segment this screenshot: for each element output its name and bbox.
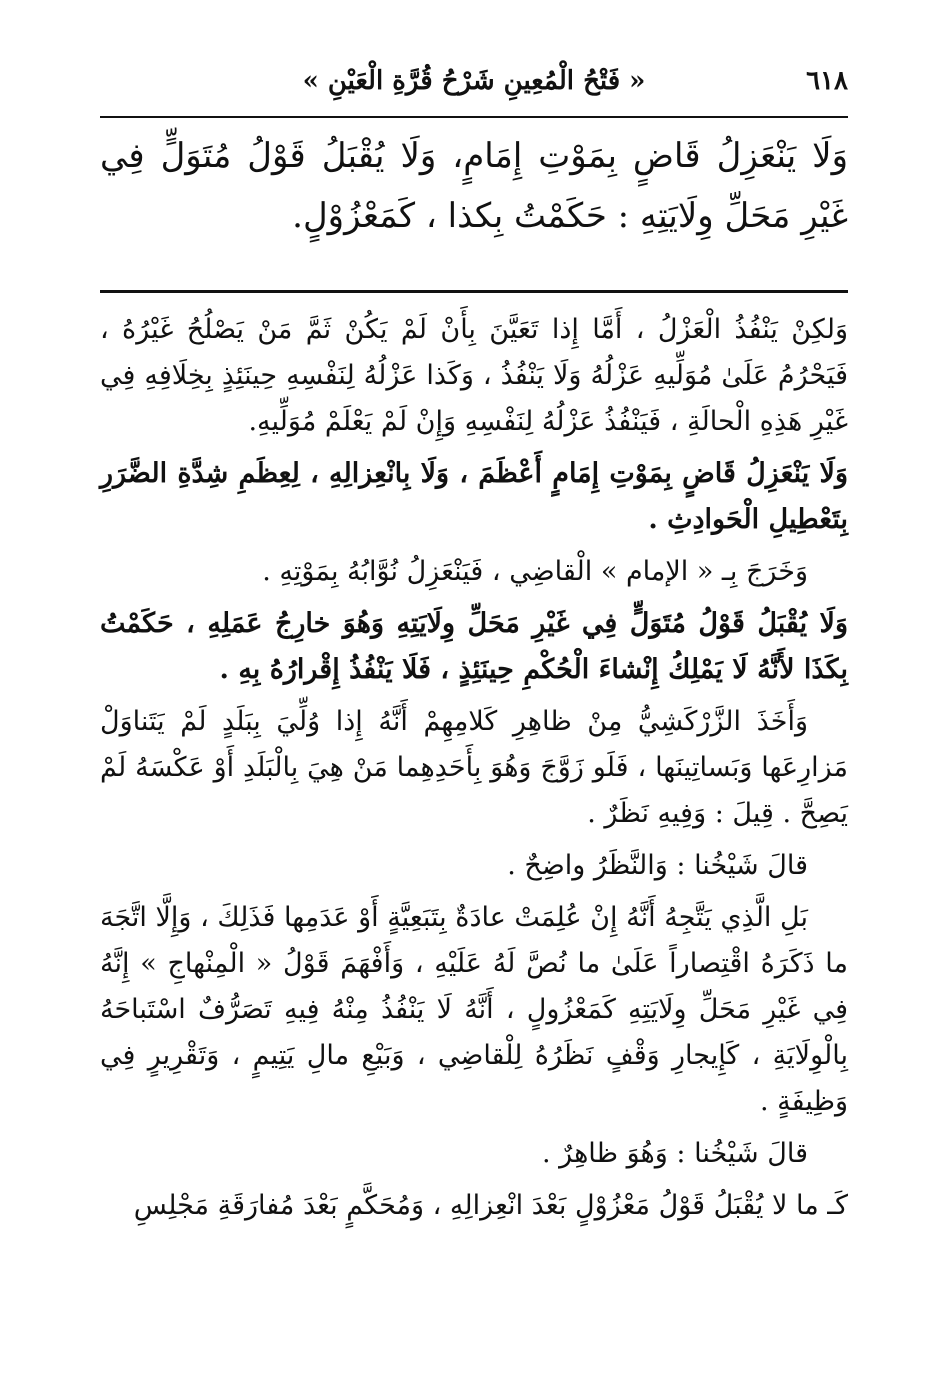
page-number: ٦١٨ bbox=[806, 66, 848, 96]
commentary-paragraph-5: وَأَخَذَ الزَّرْكَشِيُّ مِنْ ظاهِرِ كَلامِهِمْ أَنَّهُ إِذا وُلِّيَ بِبَلَدٍ لَمْ يَتَناوَلْ مَزارِعَها وَبَساتِينَها ، فَلَو زَوَّجَ وَهُوَ بِأَحَدِهِما مَنْ هِيَ بِالْبَلَدِ أَوْ عَكْسَهُ لَمْ يَصِحَّ . قِيلَ : وَفِيهِ نَظَرٌ . bbox=[100, 706, 848, 829]
running-title: « فَتْحُ الْمُعِينِ شَرْحُ قُرَّةِ الْعَيْنِ » bbox=[302, 66, 646, 96]
commentary-paragraph-7: بَلِ الَّذِي يَتَّجِهُ أَنَّهُ إِنْ عُلِمَتْ عادَةٌ بِتَبَعِيَّةٍ أَوْ عَدَمِها فَذَلِكَ ، وَإِلَّا اتَّجَهَ ما ذَكَرَهُ اقْتِصاراً عَلَىٰ ما نُصَّ لَهُ عَلَيْهِ ، وَأَفْهَمَ قَوْلُ « الْمِنْهاجِ » إِنَّهُ فِي غَيْرِ مَحَلِّ وِلَايَتِهِ كَمَعْزُولٍ ، أَنَّهُ لَا يَنْفُذُ مِنْهُ فِيهِ تَصَرُّفٌ اسْتَباحَهُ بِالْوِلَايَةِ ، كَإِيجارِ وَقْفٍ نَظَرُهُ لِلْقاضِي ، وَبَيْعِ مالِ يَتِيمٍ ، وَتَقْرِيرٍ فِي وَظِيفَةٍ . bbox=[100, 902, 848, 1117]
commentary-paragraph-9: كَـ ما لا يُقْبَلُ قَوْلُ مَعْزُوْلٍ بَعْدَ انْعِزالِهِ ، وَمُحَكَّمٍ بَعْدَ مُفارَقَةِ مَجْلِسِ bbox=[133, 1190, 848, 1221]
commentary-paragraph-8: قالَ شَيْخُنا : وَهُوَ ظاهِرٌ . bbox=[542, 1138, 808, 1169]
commentary-paragraph-3: وَخَرَجَ بِـ « الإمام » الْقاضِي ، فَيَنْعَزِلُ نُوَّابُهُ بِمَوْتِهِ . bbox=[262, 556, 808, 587]
commentary bbox=[100, 307, 848, 1229]
matn-divider bbox=[100, 290, 848, 293]
book-page bbox=[100, 58, 848, 1235]
matn-text: وَلَا يَنْعَزِلُ قَاضٍ بِمَوْتِ إِمَامٍ، وَلَا يُقْبَلُ قَوْلُ مُتَوَلٍّ فِي غَيْرِ مَحَلِّ وِلَايَتِهِ : حَكَمْتُ بِكذا ، كَمَعْزُوْلٍ. bbox=[100, 136, 848, 236]
commentary-paragraph-2: وَلَا يَنْعَزِلُ قَاضٍ بِمَوْتِ إِمَامٍ أَعْظَمَ ، وَلَا بِانْعِزالِهِ ، لِعِظَمِ شِدَّةِ الضَّرَرِ بِتَعْطِيلِ الْحَوادِثِ . bbox=[100, 458, 848, 535]
commentary-paragraph-6: قالَ شَيْخُنا : وَالنَّظَرُ واضِحٌ . bbox=[507, 850, 808, 881]
commentary-paragraph-1: وَلكِنْ يَنْفُذُ الْعَزْلُ ، أَمَّا إِذا تَعَيَّنَ بِأَنْ لَمْ يَكُنْ ثَمَّ مَنْ يَصْلُحُ غَيْرُهُ ، فَيَحْرُمُ عَلَىٰ مُوَلِّيهِ عَزْلُهُ وَلَا يَنْفُذُ ، وَكَذا عَزْلُهُ لِنَفْسِهِ حِينَئِذٍ بِخِلَافِهِ فِي غَيْرِ هَذِهِ الْحالَةِ ، فَيَنْفُذُ عَزْلُهُ لِنَفْسِهِ وَإِنْ لَمْ يَعْلَمْ مُوَلِّيهِ. bbox=[100, 314, 848, 437]
page-header bbox=[100, 58, 848, 114]
header-divider bbox=[100, 116, 848, 118]
commentary-paragraph-4: وَلَا يُقْبَلُ قَوْلُ مُتَوَلٍّ فِي غَيْرِ مَحَلِّ وِلَايَتِهِ وَهُوَ خارِجُ عَمَلِهِ ، حَكَمْتُ بِكَذَا لأَنَّهُ لَا يَمْلِكُ إِنْشاءَ الْحُكْمِ حِينَئِذٍ ، فَلَا يَنْفُذُ إِقْرارُهُ بِهِ . bbox=[100, 608, 848, 685]
